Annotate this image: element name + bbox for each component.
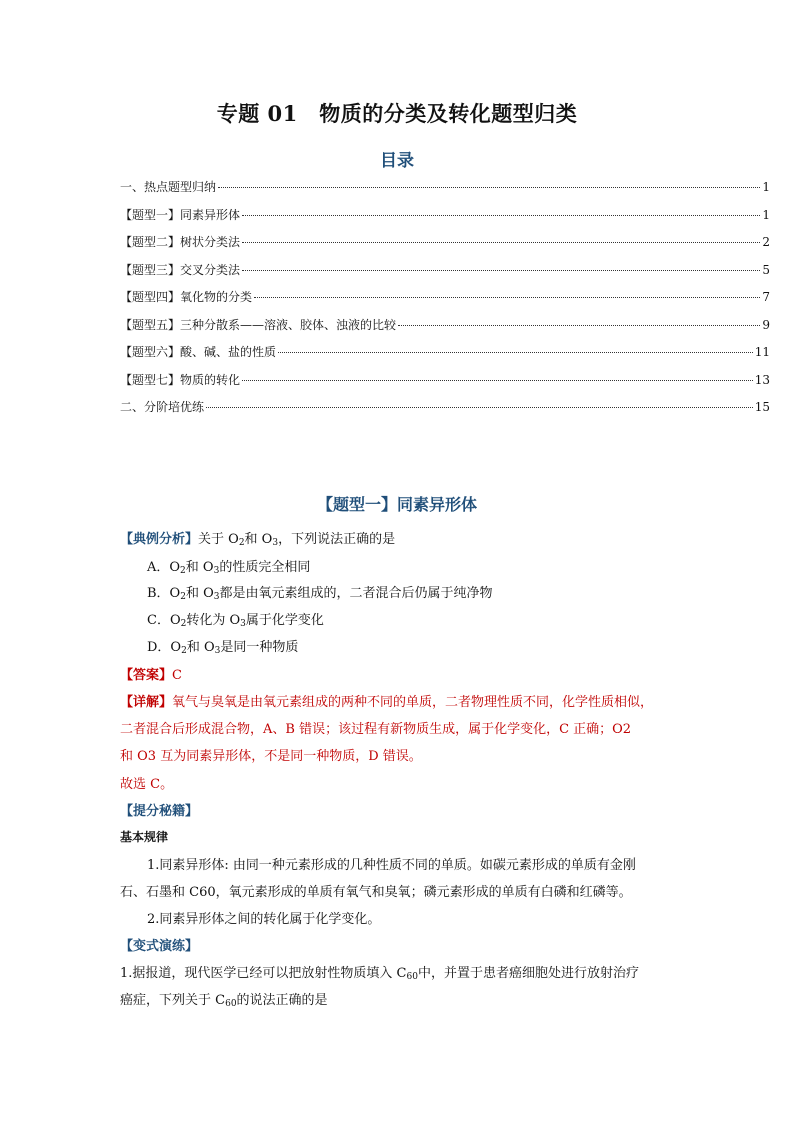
toc-item-label: 【题型三】交叉分类法: [120, 262, 241, 277]
toc-leader: [278, 352, 753, 353]
question-text: ，下列说法正确的是: [278, 532, 396, 547]
practice-text: 中，并置于患者癌细胞处进行放射治疗: [417, 966, 639, 981]
toc-item[interactable]: [120, 178, 770, 206]
example-question: [120, 528, 395, 548]
toc-item-label: 【题型二】树状分类法: [120, 235, 241, 249]
toc-item-label: 【题型四】氧化物的分类: [120, 290, 253, 304]
subscript: 2: [181, 646, 187, 656]
question-text: 关于 O: [198, 532, 239, 547]
subscript: 60: [406, 972, 418, 982]
toc-leader: [218, 187, 760, 188]
toc-item[interactable]: [120, 261, 770, 289]
toc-item-label: 【题型一】同素异形体: [120, 207, 241, 222]
toc-item[interactable]: [120, 343, 770, 371]
toc-item-page: 1: [762, 180, 770, 194]
toc-item-label: 【题型五】三种分散系——溶液、胶体、浊液的比较: [120, 317, 397, 332]
option-b: [147, 582, 493, 602]
practice-text: 癌症，下列关于 C: [120, 993, 226, 1008]
toc-item[interactable]: [120, 288, 770, 316]
practice-text: 的说法正确的是: [236, 993, 328, 1008]
toc-item-page: 13: [754, 372, 770, 387]
toc-leader: [254, 297, 760, 298]
toc-leader: [206, 407, 753, 408]
option-text: 的性质完全相同: [219, 560, 311, 575]
detail-text: 和 O3 互为同素异形体，不是同一种物质，D 错误。: [120, 749, 422, 764]
subscript: 3: [240, 619, 246, 629]
toc-item-page: 5: [762, 262, 770, 277]
toc-leader: [398, 325, 760, 326]
toc-item-page: 7: [762, 290, 770, 304]
toc-item[interactable]: [120, 316, 770, 344]
option-text: 都是由氧元素组成的，二者混合后仍属于纯净物: [219, 586, 493, 601]
option-text: 是同一种物质: [220, 640, 299, 655]
option-d: [147, 636, 298, 656]
subscript: 3: [214, 646, 221, 656]
toc-item[interactable]: [120, 233, 770, 261]
subscript: 3: [213, 592, 220, 602]
option-text: D．O: [147, 640, 182, 655]
option-text: 和 O: [185, 586, 214, 601]
toc-leader: [242, 270, 760, 271]
toc-item[interactable]: [120, 398, 770, 426]
option-text: 和 O: [185, 560, 214, 575]
answer-value: C: [172, 668, 182, 683]
practice-question: [120, 989, 328, 1009]
subscript: 3: [213, 566, 220, 576]
toc-heading: 目录: [380, 151, 414, 171]
table-of-contents: [120, 178, 770, 426]
toc-item-label: 【题型六】酸、碱、盐的性质: [120, 345, 277, 359]
toc-item-label: 【题型七】物质的转化: [120, 372, 241, 387]
section-heading: 【题型一】同素异形体: [316, 495, 477, 514]
option-text: 属于化学变化: [245, 613, 324, 628]
option-text: 转化为 O: [186, 613, 241, 628]
detail-text: 二者混合后形成混合物，A、B 错误；该过程有新物质生成，属于化学变化，C 正确；O2: [120, 722, 632, 737]
toc-item-label: 一、热点题型归纳: [120, 180, 217, 194]
subscript: 60: [225, 999, 237, 1009]
toc-item-page: 2: [762, 235, 770, 249]
toc-item-page: 1: [762, 207, 770, 222]
option-text: 和 O: [186, 640, 215, 655]
answer-line: [120, 664, 182, 683]
option-c: [147, 609, 324, 629]
toc-item-page: 11: [754, 345, 770, 359]
example-tag: 【典例分析】: [120, 532, 199, 547]
option-text: B．O: [147, 586, 181, 601]
toc-item[interactable]: [120, 371, 770, 399]
subscript: 2: [180, 592, 186, 602]
detail-tag: 【详解】: [120, 695, 173, 710]
subscript: 2: [238, 538, 245, 548]
toc-item-page: 15: [754, 400, 770, 414]
subscript: 3: [272, 538, 279, 548]
rule-text: 石、石墨和 C60，氧元素形成的单质有氧气和臭氧；磷元素形成的单质有白磷和红磷等。: [120, 885, 632, 900]
option-a: [147, 556, 310, 576]
toc-item[interactable]: [120, 206, 770, 234]
option-text: C．O: [147, 613, 181, 628]
toc-leader: [242, 242, 760, 243]
detail-line: [120, 691, 653, 710]
detail-text: 氧气与臭氧是由氧元素组成的两种不同的单质，二者物理性质不同，化学性质相似，: [172, 695, 654, 710]
subscript: 2: [180, 619, 187, 629]
practice-question: [120, 962, 639, 982]
answer-tag: 【答案】: [120, 668, 173, 683]
toc-item-page: 9: [762, 317, 770, 332]
rule-title: 基本规律: [120, 830, 169, 844]
tips-tag: 【提分秘籍】: [120, 804, 199, 819]
toc-leader: [242, 380, 753, 381]
practice-text: 1.据报道，现代医学已经可以把放射性物质填入 C: [120, 966, 407, 981]
rule-text: 1.同素异形体: 由同一种元素形成的几种性质不同的单质。如碳元素形成的单质有金刚: [147, 858, 636, 873]
conclusion-text: 故选 C。: [120, 777, 174, 792]
question-text: 和 O: [244, 532, 273, 547]
rule-text: 2.同素异形体之间的转化属于化学变化。: [147, 912, 381, 927]
page-title: 专题 01 物质的分类及转化题型归类: [216, 101, 578, 126]
toc-item-label: 二、分阶培优练: [120, 400, 205, 414]
practice-tag: 【变式演练】: [120, 939, 199, 954]
subscript: 2: [180, 566, 186, 576]
option-text: A．O: [147, 560, 181, 575]
toc-leader: [242, 215, 760, 216]
